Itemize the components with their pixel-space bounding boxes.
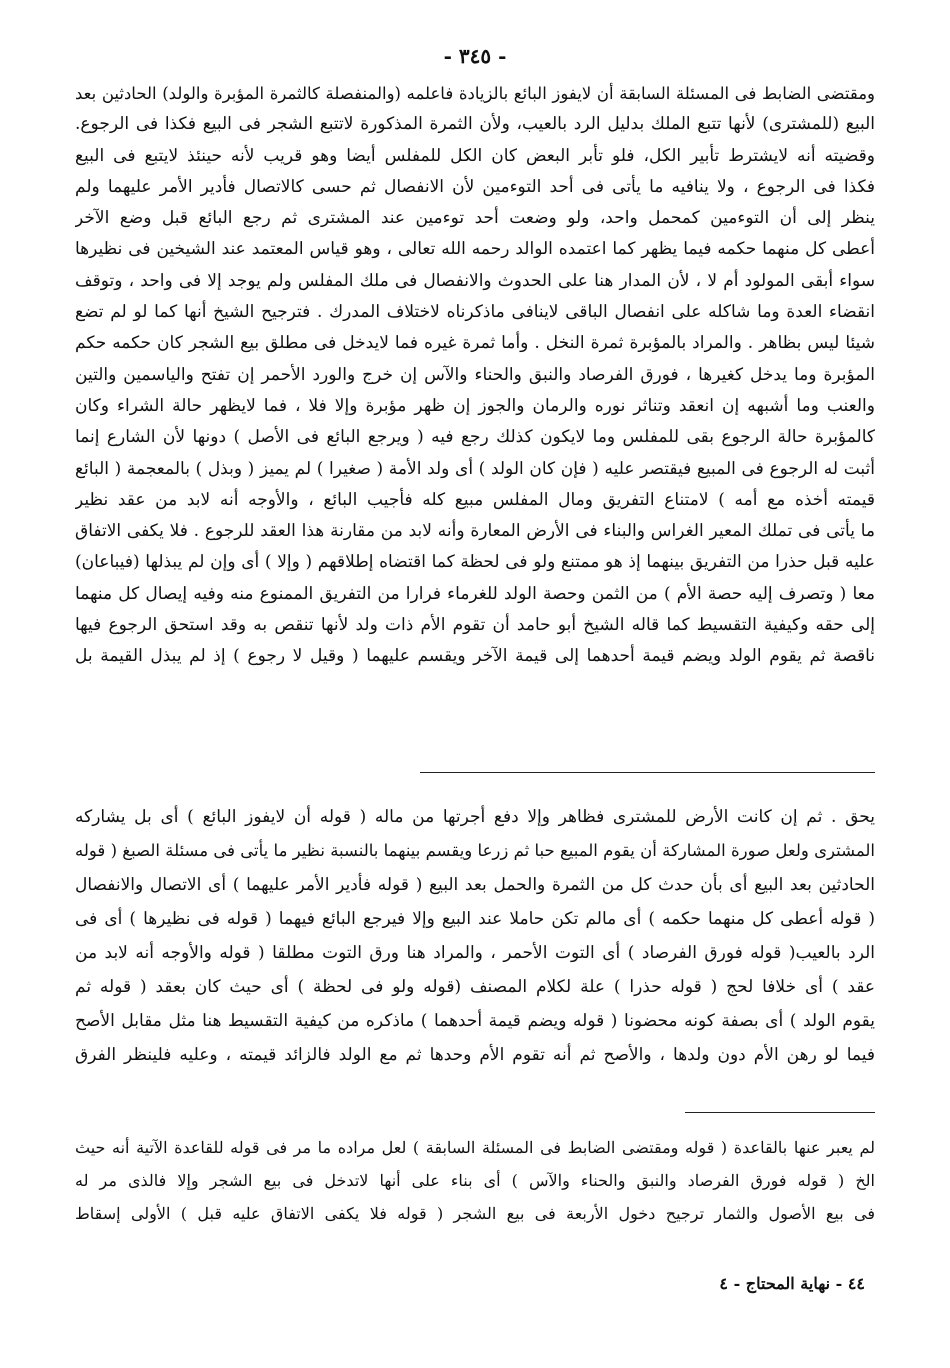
main-line: البيع (للمشترى) لأنها تتبع الملك بدليل الرد بالعيب، ولأن الثمرة المذكورة لاتتبع الشجر فى البيع فكذا فى الرجوع. bbox=[75, 114, 875, 135]
main-line: أثبت له الرجوع فى المبيع فيقتصر عليه ( فإن كان الولد ) أى ولد الأمة ( صغيرا ) لم يميز ( وبذل ) بالمعجمة ( البائع bbox=[75, 458, 875, 479]
main-line: والعنب وما أشبهه إن انعقد وتناثر نوره والرمان والجوز إن ظهر مؤبرة وإلا فلا ، فما لايظهر حالة الشراء وكان bbox=[75, 395, 875, 416]
main-line: معا ( وتصرف إليه حصة الأم ) من الثمن وحصة الولد للغرماء فرارا من التفريق الممنوع منه وفيه إيصال كل منهما bbox=[75, 583, 875, 604]
commentary-line: يقوم الولد ) أى بصفة كونه محضونا ( قوله ويضم قيمة أحدهما ) ماذكره من كيفية التقسيط هنا مثل مقابل الأصح bbox=[75, 1011, 875, 1031]
commentary-line: المشترى ولعل صورة المشاركة أن يقوم المبيع حبا ثم زرعا ويقسم بينهما بالنسبة نظير ما يأتى فى مسئلة الصبغ ( قوله bbox=[75, 841, 875, 860]
signature-mark: ٤٤ - نهاية المحتاج - ٤ bbox=[719, 1274, 865, 1293]
commentary-line: يحق . ثم إن كانت الأرض للمشترى فظاهر وإلا دفع أجرتها من ماله ( قوله أن لايفوز البائع ) أى بل يشاركه bbox=[75, 807, 875, 827]
main-line: عليه قبل حذرا من التفريق بينهما إذ هو ممتنع ولو فى لحظة كما اقتضاه إطلاقهم ( وإلا ) أى وإن لم يبذلها (فيباعان) bbox=[75, 552, 875, 573]
footnote-text bbox=[75, 1131, 875, 1230]
commentary-text bbox=[75, 800, 875, 1072]
main-line: انقضاء العدة وما شاكله على انفصال الباقى لاينافى ماذكرناه لاختلاف المدرك . فترجيح الشيخ أنها كما لو لم تضع bbox=[75, 302, 875, 323]
commentary-line: فيما لو رهن الأم دون ولدها ، والأصح ثم أنه تقوم الأم وحدها ثم مع الولد فالزائد قيمته ، وعليه فلينظر الفرق bbox=[75, 1045, 875, 1065]
commentary-line: ( قوله أعطى كل منهما حكمه ) أى مالم تكن حاملا عند البيع وإلا فيرجع البائع فيهما ( قوله فى نظيرها ) أى فى bbox=[75, 909, 875, 929]
main-line: ينظر إلى أن التوءمين كمحمل واحد، ولو وضعت أحد توءمين عند المشترى ثم رجع البائع قبل وضع الآخر bbox=[75, 208, 875, 229]
commentary-line: الحادثين بعد البيع أى بأن حدث كل من الثمرة والحمل بعد البيع ( قوله فأدير الأمر عليهما ) أى الاتصال والانفصال bbox=[75, 875, 875, 895]
main-line: أعطى كل منهما حكمه فيما يظهر كما اعتمده الوالد رحمه الله تعالى ، وهو قياس المعتمد عند الشيخين فى نظيرها bbox=[75, 239, 875, 260]
main-line: كالمؤبرة حالة الرجوع بقى للمفلس وما لايكون كذلك رجع فيه ( ويرجع البائع فى الأصل ) دونها لأن الشارع إنما bbox=[75, 427, 875, 448]
main-line: ومقتضى الضابط فى المسئلة السابقة أن لايفوز البائع بالزيادة فاعلمه (والمنفصلة كالثمرة المؤبرة والولد) الحادثين بعد bbox=[75, 84, 875, 103]
page-number: - ٣٤٥ - bbox=[443, 44, 507, 68]
main-line: قيمته أخذه مع أمه ) لامتناع التفريق ومال المفلس مبيع كله فأجيب البائع ، والأوجه أنه لابد من عقد نظير bbox=[75, 489, 875, 510]
section-divider bbox=[420, 772, 875, 773]
main-line: المؤبرة وما يدخل كغيرها ، فورق الفرصاد والنبق والحناء والآس إن خرج والورد الأحمر إن تفتح والياسمين والتين bbox=[75, 364, 875, 385]
commentary-line: عقد ) أى خلافا لحج ( قوله حذرا ) علة لكلام المصنف (قوله ولو فى لحظة ) أى حيث كان بعقد ( قوله ثم bbox=[75, 977, 875, 997]
main-line: ما يأتى فى تملك المعير الغراس والبناء فى الأرض المعارة وأنه لابد من مقارنة هذا العقد للرجوع . فلا يكفى الاتفاق bbox=[75, 521, 875, 542]
commentary-line: الرد بالعيب( قوله فورق الفرصاد ) أى التوت الأحمر ، والمراد هنا ورق التوت مطلقا ( قوله والأوجه أنه لابد من bbox=[75, 943, 875, 963]
main-line: وقضيته أنه لايشترط تأبير الكل، فلو تأبر البعض كان الكل للمفلس أيضا وهو قريب لأنه حينئذ لايتبع فى البيع bbox=[75, 145, 875, 166]
footnote-divider bbox=[685, 1112, 875, 1113]
main-line: ناقصة ثم يقوم الولد ويضم قيمة أحدهما إلى قيمة الآخر ويقسم عليهما ( وقيل لا رجوع ) إذ لم يبذل القيمة بل bbox=[75, 646, 875, 667]
main-text bbox=[75, 78, 875, 673]
main-line: فكذا فى الرجوع ، ولا ينافيه ما يأتى فى أحد التوءمين لأن الانفصال ثم حسى كالاتصال فأدير الأمر عليهما ولم bbox=[75, 176, 875, 197]
footnote-line: فى بيع الأصول والثمار ترجيح دخول الأربعة فى بيع الشجر ( قوله فلا يكفى الاتفاق عليه قبل ) الأولى إسقاط bbox=[75, 1204, 875, 1223]
main-line: شيئا ليس بظاهر . والمراد بالمؤبرة ثمرة النخل . وأما ثمرة غيره فما لايدخل فى مطلق بيع الشجر كان حكمه حكم bbox=[75, 333, 875, 354]
footnote-line: الخ ( قوله فورق الفرصاد والنبق والحناء والآس ) أى بناء على أنها لاتدخل فى بيع الشجر وإلا فالذى مر له bbox=[75, 1171, 875, 1190]
main-line: إلى حقه وكيفية التقسيط كما قاله الشيخ أبو حامد أن تقوم الأم ذات ولد لأنها تنقص به وقد استحق الرجوع فيها bbox=[75, 615, 875, 636]
main-line: سواء أبقى المولود أم لا ، لأن المدار هنا على الحدوث والانفصال فى ملك المفلس ولم يوجد إلا فى واحد ، وتوقف bbox=[75, 270, 875, 291]
footnote-line: لم يعبر عنها بالقاعدة ( قوله ومقتضى الضابط فى المسئلة السابقة ) لعل مراده ما مر فى قوله للقاعدة الآتية أنه حيث bbox=[75, 1138, 875, 1157]
